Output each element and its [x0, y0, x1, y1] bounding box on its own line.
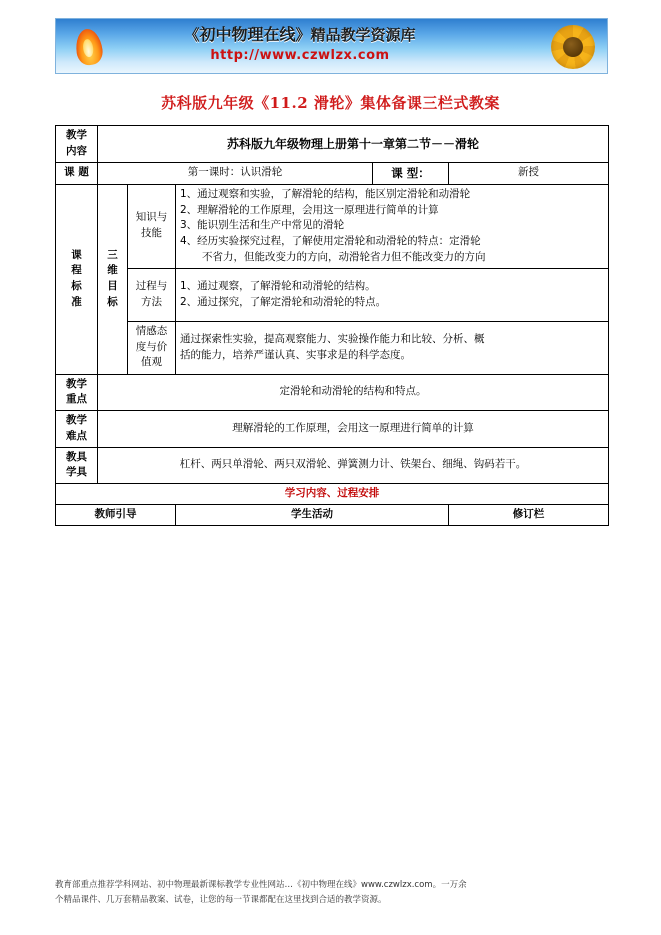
knowledge-item: 不省力，但能改变力的方向，动滑轮省力但不能改变力的方向	[202, 250, 486, 263]
knowledge-item: 1、通过观察和实验，了解滑轮的结构，能区别定滑轮和动滑轮	[180, 187, 471, 200]
dimension-char-4: 标	[107, 295, 118, 308]
table-row	[56, 504, 609, 525]
footer-line-1: 教育部重点推荐学科网站、初中物理最新课标教学专业性网站…《初中物理在线》www.czwlzx.com。一万余	[55, 880, 467, 891]
focus-label-line2: 重点	[66, 393, 87, 406]
knowledge-label-line2: 技能	[141, 227, 162, 240]
teaching-content-label-line1: 教学	[66, 129, 87, 141]
dimension-char-3: 目	[107, 280, 118, 293]
table-row	[56, 447, 609, 484]
dimension-char-2: 维	[107, 264, 118, 277]
teaching-content-label-line2: 内容	[66, 144, 87, 157]
tools-label-line1: 教具	[66, 450, 87, 463]
lesson-plan-table	[55, 125, 609, 526]
attitude-label-line2: 度与价	[135, 340, 168, 353]
flame-icon	[74, 27, 105, 66]
site-banner	[55, 18, 608, 74]
table-row	[56, 126, 609, 163]
column-header-teacher: 教师引导	[56, 504, 176, 525]
knowledge-skill-label	[128, 184, 176, 268]
focus-value: 定滑轮和动滑轮的结构和特点。	[98, 374, 609, 411]
lesson-type-label: 课 型：	[373, 162, 449, 184]
lesson-type-value: 新授	[449, 162, 609, 184]
sunflower-icon	[547, 21, 599, 73]
tools-value: 杠杆、两只单滑轮、两只双滑轮、弹簧测力计、铁架台、细绳、钩码若干。	[98, 447, 609, 484]
attitude-item: 通过探索性实验，提高观察能力、实验操作能力和比较、分析、概	[180, 332, 485, 345]
knowledge-skill-content	[176, 184, 609, 268]
attitude-value-content	[176, 321, 609, 374]
table-row	[56, 184, 609, 268]
page-footer	[55, 878, 608, 907]
banner-title-rest: 》精品教学资源库	[295, 26, 416, 44]
table-row	[56, 162, 609, 184]
attitude-value-label	[128, 321, 176, 374]
table-row	[56, 484, 609, 505]
teaching-content-value: 苏科版九年级物理上册第十一章第二节－－滑轮	[98, 126, 609, 163]
difficulty-value: 理解滑轮的工作原理，会用这一原理进行简单的计算	[98, 411, 609, 448]
banner-text-group	[130, 22, 470, 63]
banner-url[interactable]: http://www.czwlzx.com	[210, 48, 390, 63]
attitude-label-line1: 情感态	[135, 324, 168, 337]
standards-char-3: 标	[71, 280, 82, 293]
banner-title	[130, 22, 470, 45]
footer-line-2: 个精品课件、几万套精品教案、试卷，让您的每一节课都配在这里找到合适的教学资源。	[55, 894, 387, 905]
process-method-content	[176, 268, 609, 321]
table-row	[56, 268, 609, 321]
column-header-student: 学生活动	[176, 504, 449, 525]
tools-label-line2: 学具	[66, 466, 87, 479]
process-label-line2: 方法	[141, 295, 162, 308]
sunflower-center	[563, 37, 583, 57]
standards-char-1: 课	[71, 248, 82, 261]
page-title: 苏科版九年级《11.2 滑轮》集体备课三栏式教案	[161, 94, 500, 112]
tools-label	[56, 447, 98, 484]
knowledge-item: 4、经历实验探究过程，了解使用定滑轮和动滑轮的特点：定滑轮	[180, 235, 481, 247]
focus-label-line1: 教学	[66, 377, 87, 390]
banner-title-main: 初中物理在线	[199, 25, 296, 44]
process-method-label	[128, 268, 176, 321]
difficulty-label	[56, 411, 98, 448]
attitude-label-line3: 值观	[141, 356, 162, 369]
process-item: 2、通过探究，了解定滑轮和动滑轮的特点。	[180, 295, 387, 308]
difficulty-label-line1: 教学	[66, 414, 87, 426]
process-item: 1、通过观察，了解滑轮和动滑轮的结构。	[180, 279, 376, 292]
table-row	[56, 411, 609, 448]
banner-left-graphic	[62, 23, 122, 71]
column-header-revision: 修订栏	[449, 504, 609, 525]
table-row	[56, 321, 609, 374]
knowledge-item: 3、能识别生活和生产中常见的滑轮	[180, 219, 345, 232]
focus-label	[56, 374, 98, 411]
standards-char-2: 程	[71, 264, 82, 277]
topic-value: 第一课时：认识滑轮	[98, 162, 373, 184]
table-row	[56, 374, 609, 411]
curriculum-standard-label	[56, 184, 98, 374]
attitude-item: 括的能力，培养严谨认真、实事求是的科学态度。	[180, 348, 411, 361]
banner-title-bracket-open: 《	[184, 26, 200, 44]
process-label-line1: 过程与	[135, 279, 168, 292]
teaching-content-label	[56, 126, 98, 163]
difficulty-label-line2: 难点	[66, 429, 87, 442]
process-section-heading: 学习内容、过程安排	[56, 484, 609, 505]
knowledge-item: 2、理解滑轮的工作原理，会用这一原理进行简单的计算	[180, 203, 439, 216]
topic-label: 课 题	[56, 162, 98, 184]
three-dimension-goal-label	[98, 184, 128, 374]
knowledge-label-line1: 知识与	[135, 211, 168, 224]
dimension-char-1: 三	[107, 248, 118, 261]
standards-char-4: 准	[71, 295, 82, 308]
